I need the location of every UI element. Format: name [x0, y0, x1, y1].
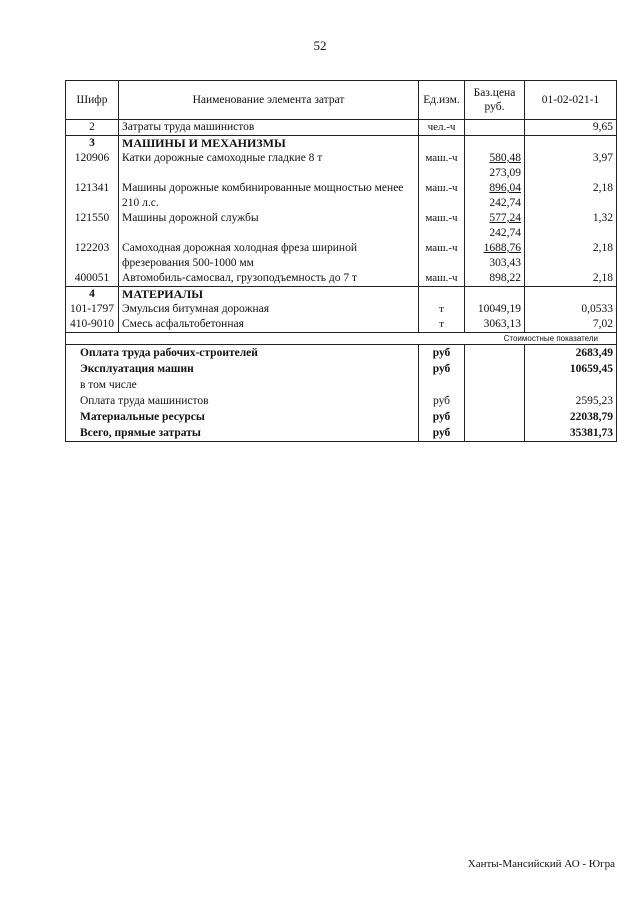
row-code: 120906	[66, 151, 119, 181]
row-unit: т	[419, 302, 465, 317]
table-header	[66, 81, 617, 120]
summary-value: 2595,23	[525, 393, 617, 409]
row-name: Катки дорожные самоходные гладкие 8 т	[119, 151, 419, 181]
row-name: Машины дорожной службы	[119, 211, 419, 241]
caption-text: Стоимостные показатели	[66, 333, 617, 345]
table-row	[66, 120, 617, 136]
summary-spacer	[465, 409, 525, 425]
table-row	[66, 302, 617, 317]
summary-label: Оплата труда машинистов	[66, 393, 419, 409]
summary-row	[66, 409, 617, 425]
row-code: 3	[66, 136, 119, 152]
summary-spacer	[465, 393, 525, 409]
row-code: 4	[66, 287, 119, 303]
row-code: 400051	[66, 271, 119, 287]
row-name: Автомобиль-самосвал, грузоподъемность до 7 т	[119, 271, 419, 287]
row-price-sub: 303,43	[489, 257, 521, 269]
summary-row	[66, 425, 617, 442]
row-value: 2,18	[525, 271, 617, 287]
row-price	[465, 287, 525, 303]
summary-unit: руб	[419, 345, 465, 362]
summary-value: 10659,45	[525, 361, 617, 377]
summary-row	[66, 345, 617, 362]
row-price	[465, 271, 525, 287]
row-name: Машины дорожные комбинированные мощностью менее 210 л.с.	[119, 181, 419, 211]
section-row	[66, 287, 617, 303]
row-value: 2,18	[525, 241, 617, 271]
row-price	[465, 302, 525, 317]
row-price	[465, 120, 525, 136]
summary-spacer	[465, 425, 525, 442]
row-code: 410-9010	[66, 317, 119, 333]
row-price	[465, 241, 525, 271]
row-code: 2	[66, 120, 119, 136]
cost-table-sheet	[65, 80, 616, 442]
row-unit: маш.-ч	[419, 211, 465, 241]
row-unit: чел.-ч	[419, 120, 465, 136]
header-name: Наименование элемента затрат	[119, 81, 419, 120]
summary-label: в том числе	[66, 377, 419, 393]
row-price-base: 577,24	[489, 212, 521, 224]
summary-row	[66, 393, 617, 409]
summary-unit	[419, 377, 465, 393]
row-price-base: 1688,76	[483, 242, 521, 254]
table-body	[66, 120, 617, 333]
row-name: Затраты труда машинистов	[119, 120, 419, 136]
row-price-sub: 242,74	[489, 197, 521, 209]
row-price-sub: 242,74	[489, 227, 521, 239]
row-value: 9,65	[525, 120, 617, 136]
row-price	[465, 211, 525, 241]
summary-unit: руб	[419, 409, 465, 425]
table-row	[66, 241, 617, 271]
header-value: 01-02-021-1	[525, 81, 617, 120]
row-code: 122203	[66, 241, 119, 271]
header-code: Шифр	[66, 81, 119, 120]
section-row	[66, 136, 617, 152]
row-name: Самоходная дорожная холодная фреза шириной фрезерования 500-1000 мм	[119, 241, 419, 271]
row-unit: маш.-ч	[419, 271, 465, 287]
row-name: Эмульсия битумная дорожная	[119, 302, 419, 317]
header-price: Баз.цена руб.	[465, 81, 525, 120]
row-unit: т	[419, 317, 465, 333]
summary-label: Материальные ресурсы	[66, 409, 419, 425]
row-value	[525, 287, 617, 303]
cost-table	[65, 80, 617, 442]
row-price-sub: 3063,13	[483, 318, 521, 330]
summary-label: Всего, прямые затраты	[66, 425, 419, 442]
summary-row	[66, 361, 617, 377]
page-number: 52	[313, 38, 327, 53]
summary-block	[66, 345, 617, 442]
row-price	[465, 136, 525, 152]
summary-unit: руб	[419, 361, 465, 377]
row-unit: маш.-ч	[419, 151, 465, 181]
summary-label: Оплата труда рабочих-строителей	[66, 345, 419, 362]
row-name: МАШИНЫ И МЕХАНИЗМЫ	[119, 136, 419, 152]
row-value: 2,18	[525, 181, 617, 211]
row-code: 121341	[66, 181, 119, 211]
summary-spacer	[465, 345, 525, 362]
summary-row	[66, 377, 617, 393]
row-code: 101-1797	[66, 302, 119, 317]
row-price-sub: 273,09	[489, 167, 521, 179]
row-unit: маш.-ч	[419, 241, 465, 271]
row-unit: маш.-ч	[419, 181, 465, 211]
row-name: Смесь асфальтобетонная	[119, 317, 419, 333]
table-row	[66, 271, 617, 287]
table-row	[66, 317, 617, 333]
table-row	[66, 151, 617, 181]
summary-value	[525, 377, 617, 393]
row-price	[465, 317, 525, 333]
summary-label: Эксплуатация машин	[66, 361, 419, 377]
table-row	[66, 181, 617, 211]
row-name: МАТЕРИАЛЫ	[119, 287, 419, 303]
row-value: 7,02	[525, 317, 617, 333]
row-value: 0,0533	[525, 302, 617, 317]
row-price	[465, 151, 525, 181]
summary-unit: руб	[419, 425, 465, 442]
row-unit	[419, 136, 465, 152]
table-row	[66, 211, 617, 241]
row-price-sub: 898,22	[489, 272, 521, 284]
row-code: 121550	[66, 211, 119, 241]
summary-value: 2683,49	[525, 345, 617, 362]
header-unit: Ед.изм.	[419, 81, 465, 120]
summary-unit: руб	[419, 393, 465, 409]
row-price-sub: 10049,19	[477, 303, 521, 315]
row-value	[525, 136, 617, 152]
summary-value: 22038,79	[525, 409, 617, 425]
row-value: 1,32	[525, 211, 617, 241]
footer-region: Ханты-Мансийский АО - Югра	[467, 858, 615, 870]
caption-row	[66, 333, 617, 345]
summary-spacer	[465, 377, 525, 393]
row-unit	[419, 287, 465, 303]
row-price	[465, 181, 525, 211]
row-value: 3,97	[525, 151, 617, 181]
row-price-base: 580,48	[489, 152, 521, 164]
summary-value: 35381,73	[525, 425, 617, 442]
row-price-base: 896,04	[489, 182, 521, 194]
summary-spacer	[465, 361, 525, 377]
